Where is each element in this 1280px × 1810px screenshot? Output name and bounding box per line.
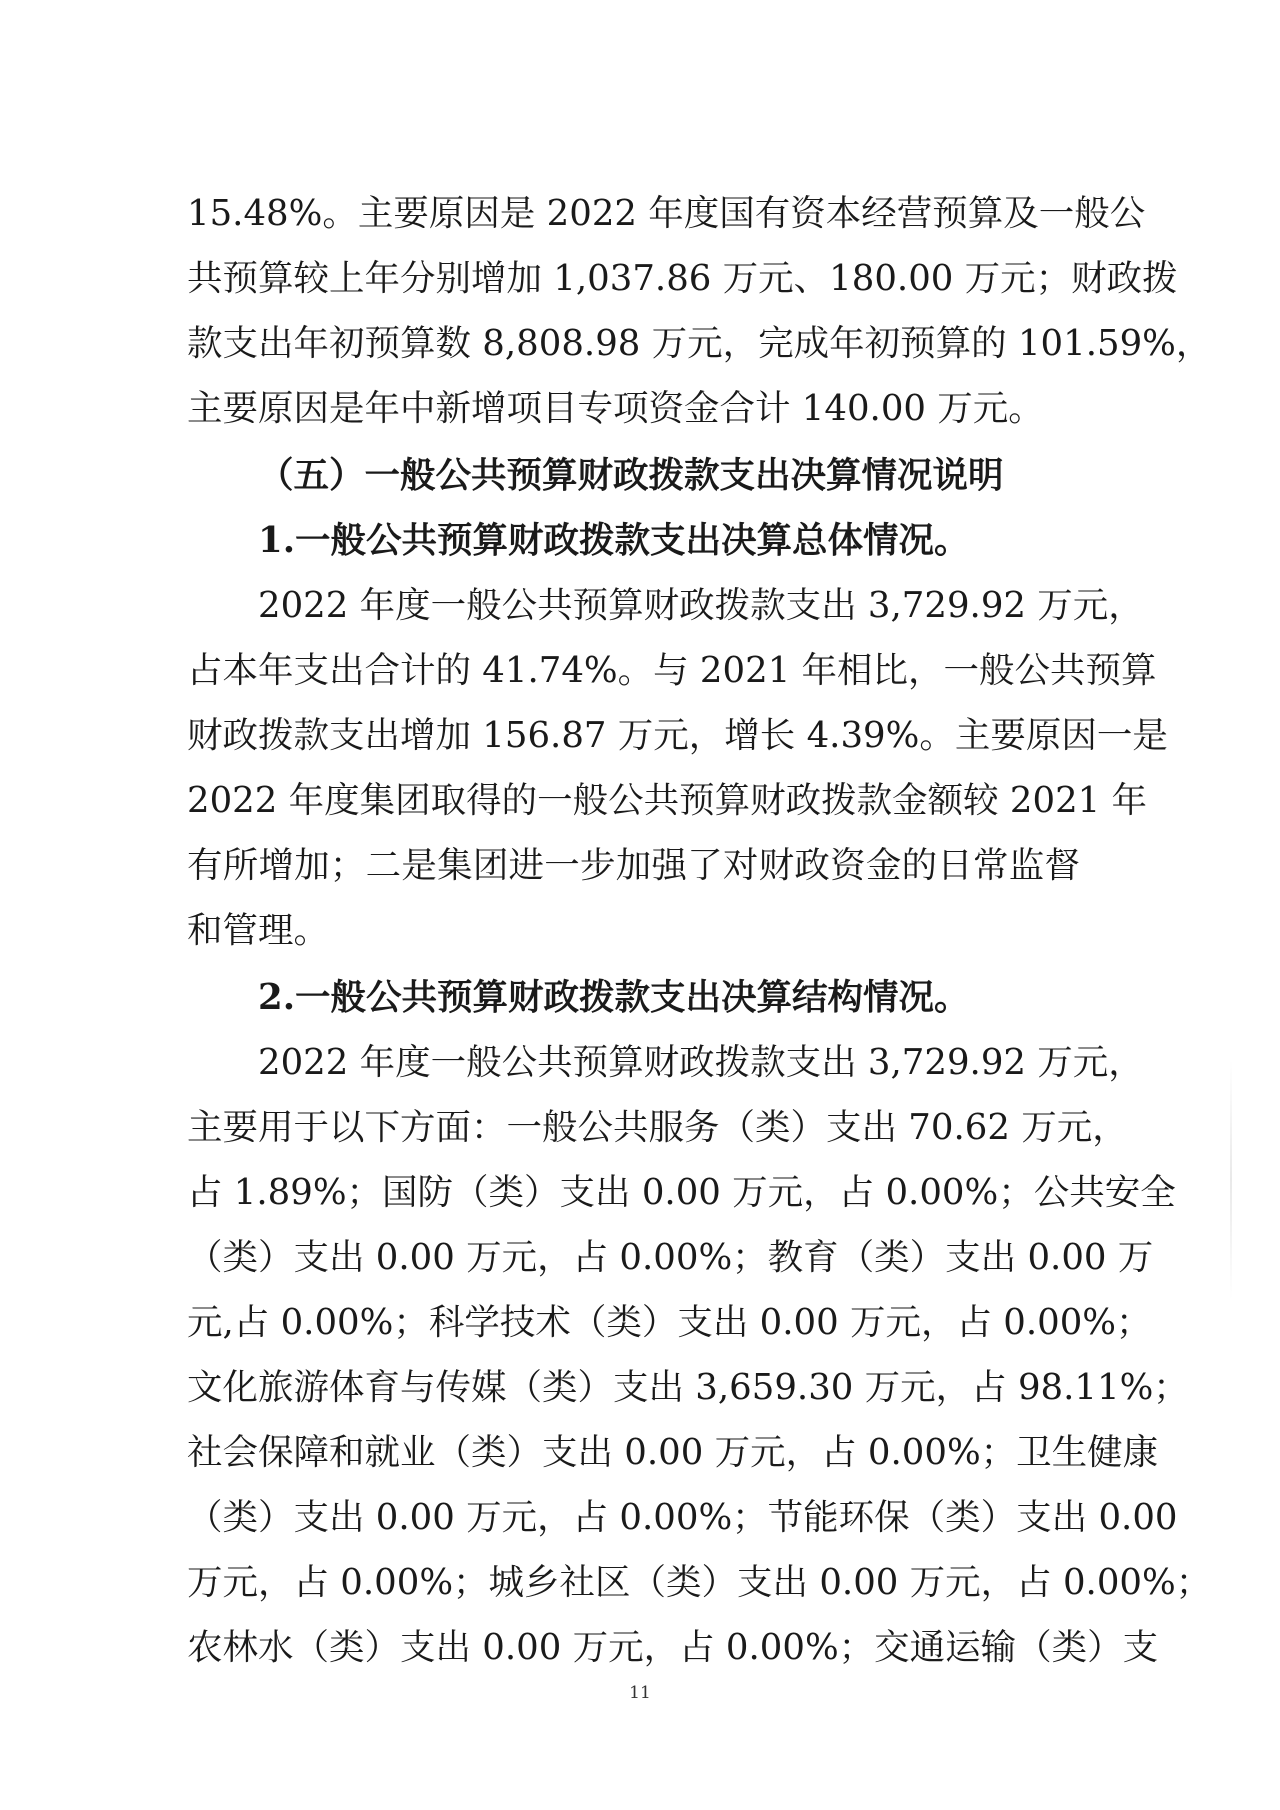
paragraph-line: 社会保障和就业（类）支出 0.00 万元，占 0.00%；卫生健康 (187, 1432, 1159, 1473)
paragraph-line: 文化旅游体育与传媒（类）支出 3,659.30 万元，占 98.11%； (187, 1367, 1189, 1408)
paragraph-line: （类）支出 0.00 万元，占 0.00%；教育（类）支出 0.00 万 (187, 1237, 1154, 1278)
paragraph-line: 财政拨款支出增加 156.87 万元，增长 4.39%。主要原因一是 (187, 715, 1168, 756)
paragraph-line: 万元，占 0.00%；城乡社区（类）支出 0.00 万元，占 0.00%； (187, 1562, 1212, 1603)
paragraph-line: 农林水（类）支出 0.00 万元，占 0.00%；交通运输（类）支 (187, 1627, 1159, 1668)
paragraph-line: 2022 年度集团取得的一般公共预算财政拨款金额较 2021 年 (187, 780, 1148, 821)
section-heading: （五）一般公共预算财政拨款支出决算情况说明 (258, 455, 1004, 496)
paragraph-line: 有所增加；二是集团进一步加强了对财政资金的日常监督 (187, 845, 1080, 886)
subsection-heading: 2.一般公共预算财政拨款支出决算结构情况。 (258, 977, 970, 1018)
paragraph-line: （类）支出 0.00 万元，占 0.00%；节能环保（类）支出 0.00 (187, 1497, 1178, 1538)
paragraph-line: 占本年支出合计的 41.74%。与 2021 年相比，一般公共预算 (187, 650, 1157, 691)
paragraph-line: 主要原因是年中新增项目专项资金合计 140.00 万元。 (187, 388, 1044, 429)
paragraph-line: 15.48%。主要原因是 2022 年度国有资本经营预算及一般公 (187, 193, 1146, 234)
paragraph-line: 元,占 0.00%；科学技术（类）支出 0.00 万元，占 0.00%； (187, 1302, 1152, 1343)
paragraph-line: 2022 年度一般公共预算财政拨款支出 3,729.92 万元， (258, 585, 1144, 626)
paragraph-line: 款支出年初预算数 8,808.98 万元，完成年初预算的 101.59%， (187, 323, 1212, 364)
page-number: 11 (629, 1683, 651, 1703)
subsection-heading: 1.一般公共预算财政拨款支出决算总体情况。 (258, 520, 970, 561)
paragraph-line: 主要用于以下方面：一般公共服务（类）支出 70.62 万元， (187, 1107, 1128, 1148)
scan-edge-shadow (1230, 1060, 1232, 1300)
paragraph-line: 占 1.89%；国防（类）支出 0.00 万元，占 0.00%；公共安全 (187, 1172, 1176, 1213)
paragraph-line: 2022 年度一般公共预算财政拨款支出 3,729.92 万元， (258, 1042, 1144, 1083)
paragraph-line: 和管理。 (187, 910, 330, 951)
paragraph-line: 共预算较上年分别增加 1,037.86 万元、180.00 万元；财政拨 (187, 258, 1178, 299)
